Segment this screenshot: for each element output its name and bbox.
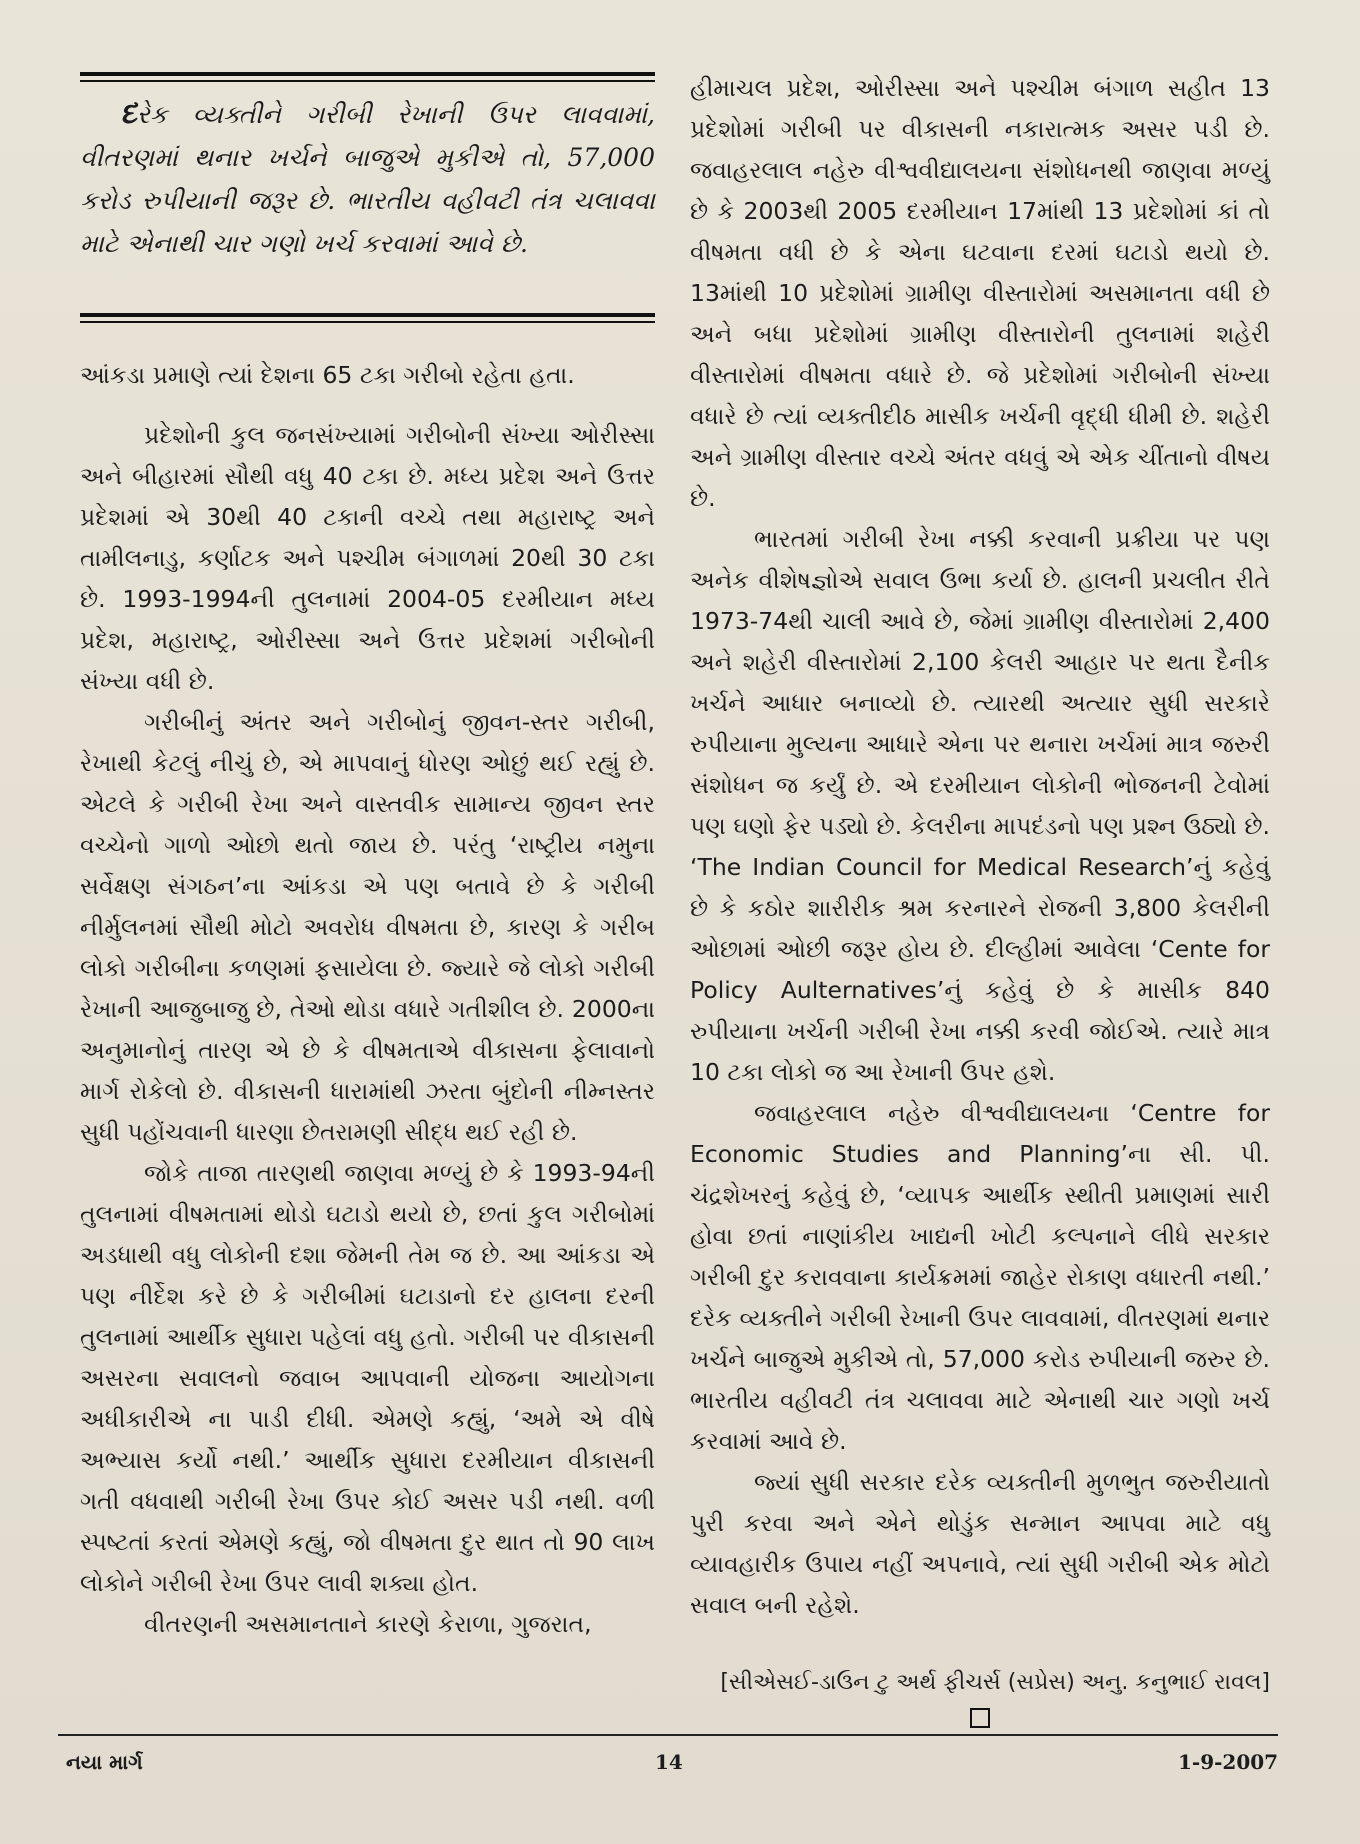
paragraph: ભારતમાં ગરીબી રેખા નક્કી કરવાની પ્રક્રીયા પર પણ અનેક વીશેષજ્ઞોએ સવાલ ઉભા કર્યા છે. હાલની પ્રચલીત રીતે 1973-74થી ચાલી આવે છે, જેમાં ગ્રામીણ વીસ્તારોમાં 2,400 અને શહેરી વીસ્તારોમાં 2,100 કેલરી આહાર પર થતા દૈનીક ખર્ચને આધાર બનાવ્યો છે. ત્યારથી અત્યાર સુધી સરકારે રુપીયાના મુલ્યના આધારે એના પર થનારા ખર્ચમાં માત્ર જરુરી સંશોધન જ કર્યું છે. એ દરમીયાન લોકોની ભોજનની ટેવોમાં પણ ઘણો ફેર પડ્યો છે. કેલરીના માપદંડનો પણ પ્રશ્ન ઉઠ્યો છે. ‘The Indian Council for Medical Research’નું કહેવું છે કે કઠોર શારીરીક શ્રમ કરનારને રોજની 3,800 કેલરીની ઓછામાં ઓછી જરૂર હોય છે. દીલ્હીમાં આવેલા ‘Cente for Policy Aulternatives’નું કહેવું છે કે માસીક 840 રુપીયાના ખર્ચની ગરીબી રેખા નક્કી કરવી જોઈએ. ત્યારે માત્ર 10 ટકા લોકો જ આ રેખાની ઉપર હશે. [690, 525, 1270, 1086]
paragraph: વીતરણની અસમાનતાને કારણે કેરાળા, ગુજરાત, [144, 1610, 592, 1638]
paragraph: ગરીબીનું અંતર અને ગરીબોનું જીવન-સ્તર ગરીબી, રેખાથી કેટલું નીચું છે, એ માપવાનું ધોરણ ઓછું થઈ રહ્યું છે. એટલે કે ગરીબી રેખા અને વાસ્તવીક સામાન્ય જીવન સ્તર વચ્ચેનો ગાળો ઓછો થતો જાય છે. પરંતુ ‘રાષ્ટ્રીય નમુના સર્વેક્ષણ સંગઠન’ના આંકડા એ પણ બતાવે છે કે ગરીબી નીર્મુલનમાં સૌથી મોટો અવરોધ વીષમતા છે, કારણ કે ગરીબ લોકો ગરીબીના કળણમાં ફસાયેલા છે. જ્યારે જે લોકો ગરીબી રેખાની આજુબાજુ છે, તેઓ થોડા વધારે ગતીશીલ છે. 2000ના અનુમાનોનું તારણ એ છે કે વીષમતાએ વીકાસના ફેલાવાનો માર્ગ રોકેલો છે. વીકાસની ધારામાંથી ઝરતા બુંદોની નીમ્નસ્તર સુધી પહોંચવાની ધારણા છેતરામણી સીદ્ધ થઈ રહી છે. [80, 708, 655, 1146]
paragraph: જ્યાં સુધી સરકાર દરેક વ્યક્તીની મુળભુત જરુરીયાતો પુરી કરવા અને એને થોડુંક સન્માન આપવા માટે વધુ વ્યાવહારીક ઉપાય નહીં અપનાવે, ત્યાં સુધી ગરીબી એક મોટો સવાલ બની રહેશે. [690, 1468, 1270, 1619]
pullquote-top-rule [80, 72, 655, 76]
right-column [690, 68, 1270, 1626]
article-credit: [સીએસઈ-ડાઉન ટુ અર્થ ફીચર્સ (સપ્રેસ) અનુ. કનુભાઈ રાવલ] [720, 1670, 1270, 1695]
pullquote-top-thin-rule [80, 80, 655, 82]
publication-name: નયા માર્ગ [66, 1750, 143, 1774]
paragraph: જોકે તાજા તારણથી જાણવા મળ્યું છે કે 1993-94ની તુલનામાં વીષમતામાં થોડો ઘટાડો થયો છે, છતાં કુલ ગરીબોમાં અડધાથી વધુ લોકોની દશા જેમની તેમ જ છે. આ આંકડા એ પણ નીર્દેશ કરે છે કે ગરીબીમાં ઘટાડાનો દર હાલના દરની તુલનામાં આર્થીક સુધારા પહેલાં વધુ હતો. ગરીબી પર વીકાસની અસરના સવાલનો જવાબ આપવાની યોજના આયોગના અધીકારીએ ના પાડી દીધી. એમણે કહ્યું, ‘અમે એ વીષે અભ્યાસ કર્યો નથી.’ આર્થીક સુધારા દરમીયાન વીકાસની ગતી વધવાથી ગરીબી રેખા ઉપર કોઈ અસર પડી નથી. વળી સ્પષ્ટતાં કરતાં એમણે કહ્યું, જો વીષમતા દુર થાત તો 90 લાખ લોકોને ગરીબી રેખા ઉપર લાવી શક્યા હોત. [80, 1159, 655, 1597]
paragraph: પ્રદેશોની કુલ જનસંખ્યામાં ગરીબોની સંખ્યા ઓરીસ્સા અને બીહારમાં સૌથી વધુ 40 ટકા છે. મધ્ય પ્રદેશ અને ઉત્તર પ્રદેશમાં એ 30થી 40 ટકાની વચ્ચે તથા મહારાષ્ટ્ર અને તામીલનાડુ, કર્ણાટક અને પશ્ચીમ બંગાળમાં 20થી 30 ટકા છે. 1993-1994ની તુલનામાં 2004-05 દરમીયાન મધ્ય પ્રદેશ, મહારાષ્ટ્ર, ઓરીસ્સા અને ઉત્તર પ્રદેશમાં ગરીબોની સંખ્યા વધી છે. [80, 421, 655, 695]
pullquote-dropcap: દ [120, 96, 137, 131]
pullquote [80, 92, 655, 265]
issue-date: 1-9-2007 [1178, 1750, 1279, 1774]
pullquote-bottom-thin-rule [80, 321, 655, 323]
end-of-article-square-icon [970, 1708, 990, 1728]
pullquote-text: રેક વ્યક્તીને ગરીબી રેખાની ઉપર લાવવામાં, વીતરણમાં થનાર ખર્ચને બાજુએ મુકીએ તો, 57,000 કરોડ રુપીયાની જરૂર છે. ભારતીય વહીવટી તંત્ર ચલાવવા માટે એનાથી ચાર ગણો ખર્ચ કરવામાં આવે છે. [80, 100, 655, 258]
paragraph: જવાહરલાલ નહેરુ વીશ્વવીદ્યાલયના ‘Centre for Economic Studies and Planning’ના સી. પી. ચંદ્રશેખરનું કહેવું છે, ‘વ્યાપક આર્થીક સ્થીતી પ્રમાણમાં સારી હોવા છતાં નાણાંકીય ખાદ્યની ખોટી કલ્પનાને લીધે સરકાર ગરીબી દુર કરાવવાના કાર્યક્રમમાં જાહેર રોકાણ વધારતી નથી.’ દરેક વ્યક્તીને ગરીબી રેખાની ઉપર લાવવામાં, વીતરણમાં થનાર ખર્ચને બાજુએ મુકીએ તો, 57,000 કરોડ રુપીયાની જરુર છે. ભારતીય વહીવટી તંત્ર ચલાવવા માટે એનાથી ચાર ગણો ખર્ચ કરવામાં આવે છે. [690, 1099, 1270, 1455]
pullquote-bottom-rule [80, 313, 655, 317]
page-number: 14 [655, 1750, 683, 1774]
left-column [80, 355, 655, 1645]
paragraph: આંકડા પ્રમાણે ત્યાં દેશના 65 ટકા ગરીબો રહેતા હતા. [80, 361, 575, 389]
paragraph: હીમાચલ પ્રદેશ, ઓરીસ્સા અને પશ્ચીમ બંગાળ સહીત 13 પ્રદેશોમાં ગરીબી પર વીકાસની નકારાત્મક અસર પડી છે. જવાહરલાલ નહેરુ વીશ્વવીદ્યાલયના સંશોધનથી જાણવા મળ્યું છે કે 2003થી 2005 દરમીયાન 17માંથી 13 પ્રદેશોમાં કાં તો વીષમતા વધી છે કે એના ઘટવાના દરમાં ઘટાડો થયો છે. 13માંથી 10 પ્રદેશોમાં ગ્રામીણ વીસ્તારોમાં અસમાનતા વધી છે અને બધા પ્રદેશોમાં ગ્રામીણ વીસ્તારોની તુલનામાં શહેરી વીસ્તારોમાં વીષમતા વધારે છે. જે પ્રદેશોમાં ગરીબોની સંખ્યા વધારે છે ત્યાં વ્યક્તીદીઠ માસીક ખર્ચની વૃદ્ધી ધીમી છે. શહેરી અને ગ્રામીણ વીસ્તાર વચ્ચે અંતર વધવું એ એક ચીંતાનો વીષય છે. [690, 74, 1270, 512]
footer-rule [58, 1734, 1278, 1736]
